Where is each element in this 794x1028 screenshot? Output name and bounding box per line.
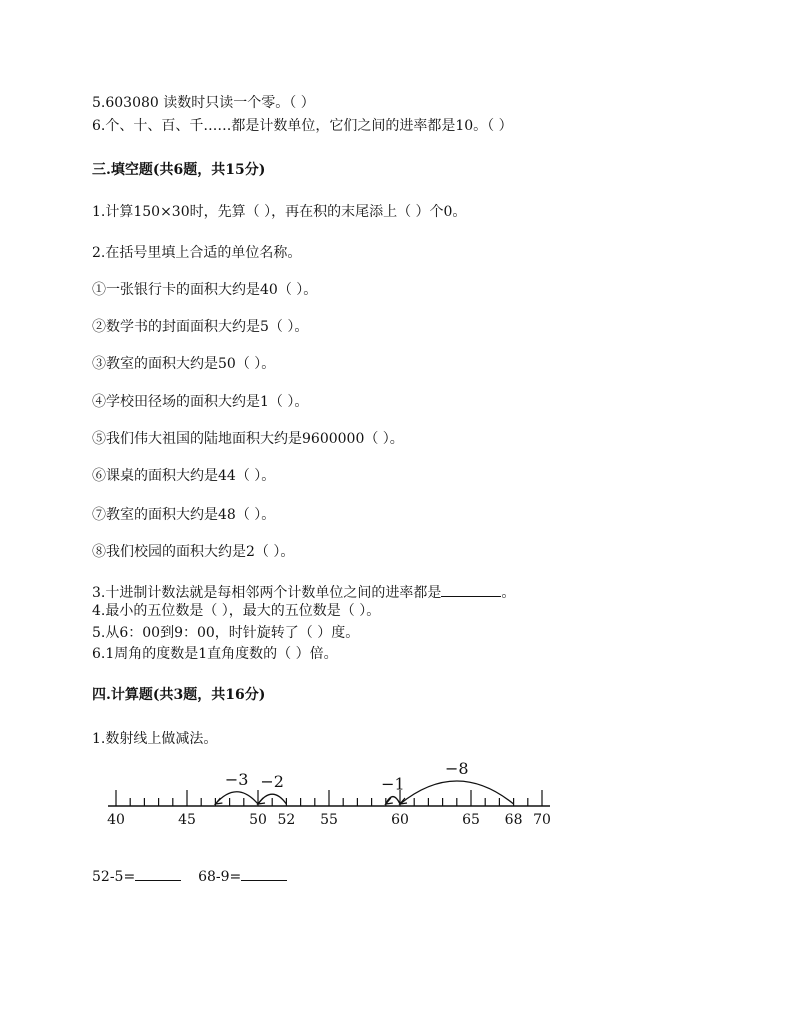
number-line-label: 52	[277, 812, 296, 828]
judge-item-6: 6.个、十、百、千……都是计数单位，它们之间的进率都是10。（ ）	[92, 118, 513, 134]
fill-q1: 1.计算150×30时，先算（ ），再在积的末尾添上（ ）个0。	[92, 204, 467, 220]
fill-q4: 4.最小的五位数是（ ），最大的五位数是（ ）。	[92, 603, 381, 619]
answer-blank[interactable]	[441, 582, 501, 597]
equations	[92, 866, 287, 886]
fill-q2-sub-6: ⑥课桌的面积大约是44（ ）。	[92, 468, 276, 484]
subtraction-arc	[215, 792, 258, 804]
fill-q2-sub-5: ⑤我们伟大祖国的陆地面积大约是9600000（ ）。	[92, 431, 404, 447]
fill-q3-text: 3.十进制计数法就是每相邻两个计数单位之间的进率都是	[92, 585, 442, 601]
fill-q3-end: 。	[501, 585, 516, 601]
fill-q2-sub-2: ②数学书的封面面积大约是5（ ）。	[92, 319, 309, 335]
fill-q5: 5.从6：00到9：00，时针旋转了（ ）度。	[92, 625, 360, 641]
fill-q3	[92, 582, 515, 602]
arc-label: −1	[381, 774, 405, 794]
fill-q2-sub-7: ⑦教室的面积大约是48（ ）。	[92, 507, 276, 523]
number-line-label: 40	[107, 812, 125, 828]
number-line-label: 55	[320, 812, 338, 828]
number-line	[100, 758, 590, 830]
equation-2: 68-9=	[198, 869, 242, 885]
fill-q2-sub-3: ③教室的面积大约是50（ ）。	[92, 356, 276, 372]
equation-1: 52-5=	[92, 869, 136, 885]
fill-q2-sub-1: ①一张银行卡的面积大约是40（ ）。	[92, 282, 318, 298]
number-line-label: 45	[178, 812, 196, 828]
section-4-title: 四.计算题(共3题，共16分)	[92, 687, 266, 703]
arc-label: −3	[224, 769, 249, 789]
fill-q2-sub-8: ⑧我们校园的面积大约是2（ ）。	[92, 544, 295, 560]
section-3-title: 三.填空题(共6题，共15分)	[92, 162, 266, 178]
number-line-label: 60	[391, 812, 409, 828]
answer-blank-2[interactable]	[241, 866, 287, 881]
fill-q2-sub-4: ④学校田径场的面积大约是1（ ）。	[92, 394, 309, 410]
subtraction-arc	[386, 797, 400, 804]
fill-q6: 6.1周角的度数是1直角度数的（ ）倍。	[92, 646, 338, 662]
fill-q2: 2.在括号里填上合适的单位名称。	[92, 245, 302, 261]
number-line-label: 65	[462, 812, 480, 828]
answer-blank-1[interactable]	[135, 866, 181, 881]
judge-item-5: 5.603080 读数时只读一个零。（ ）	[92, 95, 315, 111]
number-line-label: 68	[504, 812, 523, 828]
calc-q1: 1.数射线上做减法。	[92, 731, 218, 747]
arc-arrowhead	[258, 798, 265, 804]
number-line-label: 70	[533, 812, 551, 828]
arc-label: −2	[260, 772, 284, 792]
number-line-label: 50	[249, 812, 267, 828]
arc-label: −8	[445, 759, 469, 778]
